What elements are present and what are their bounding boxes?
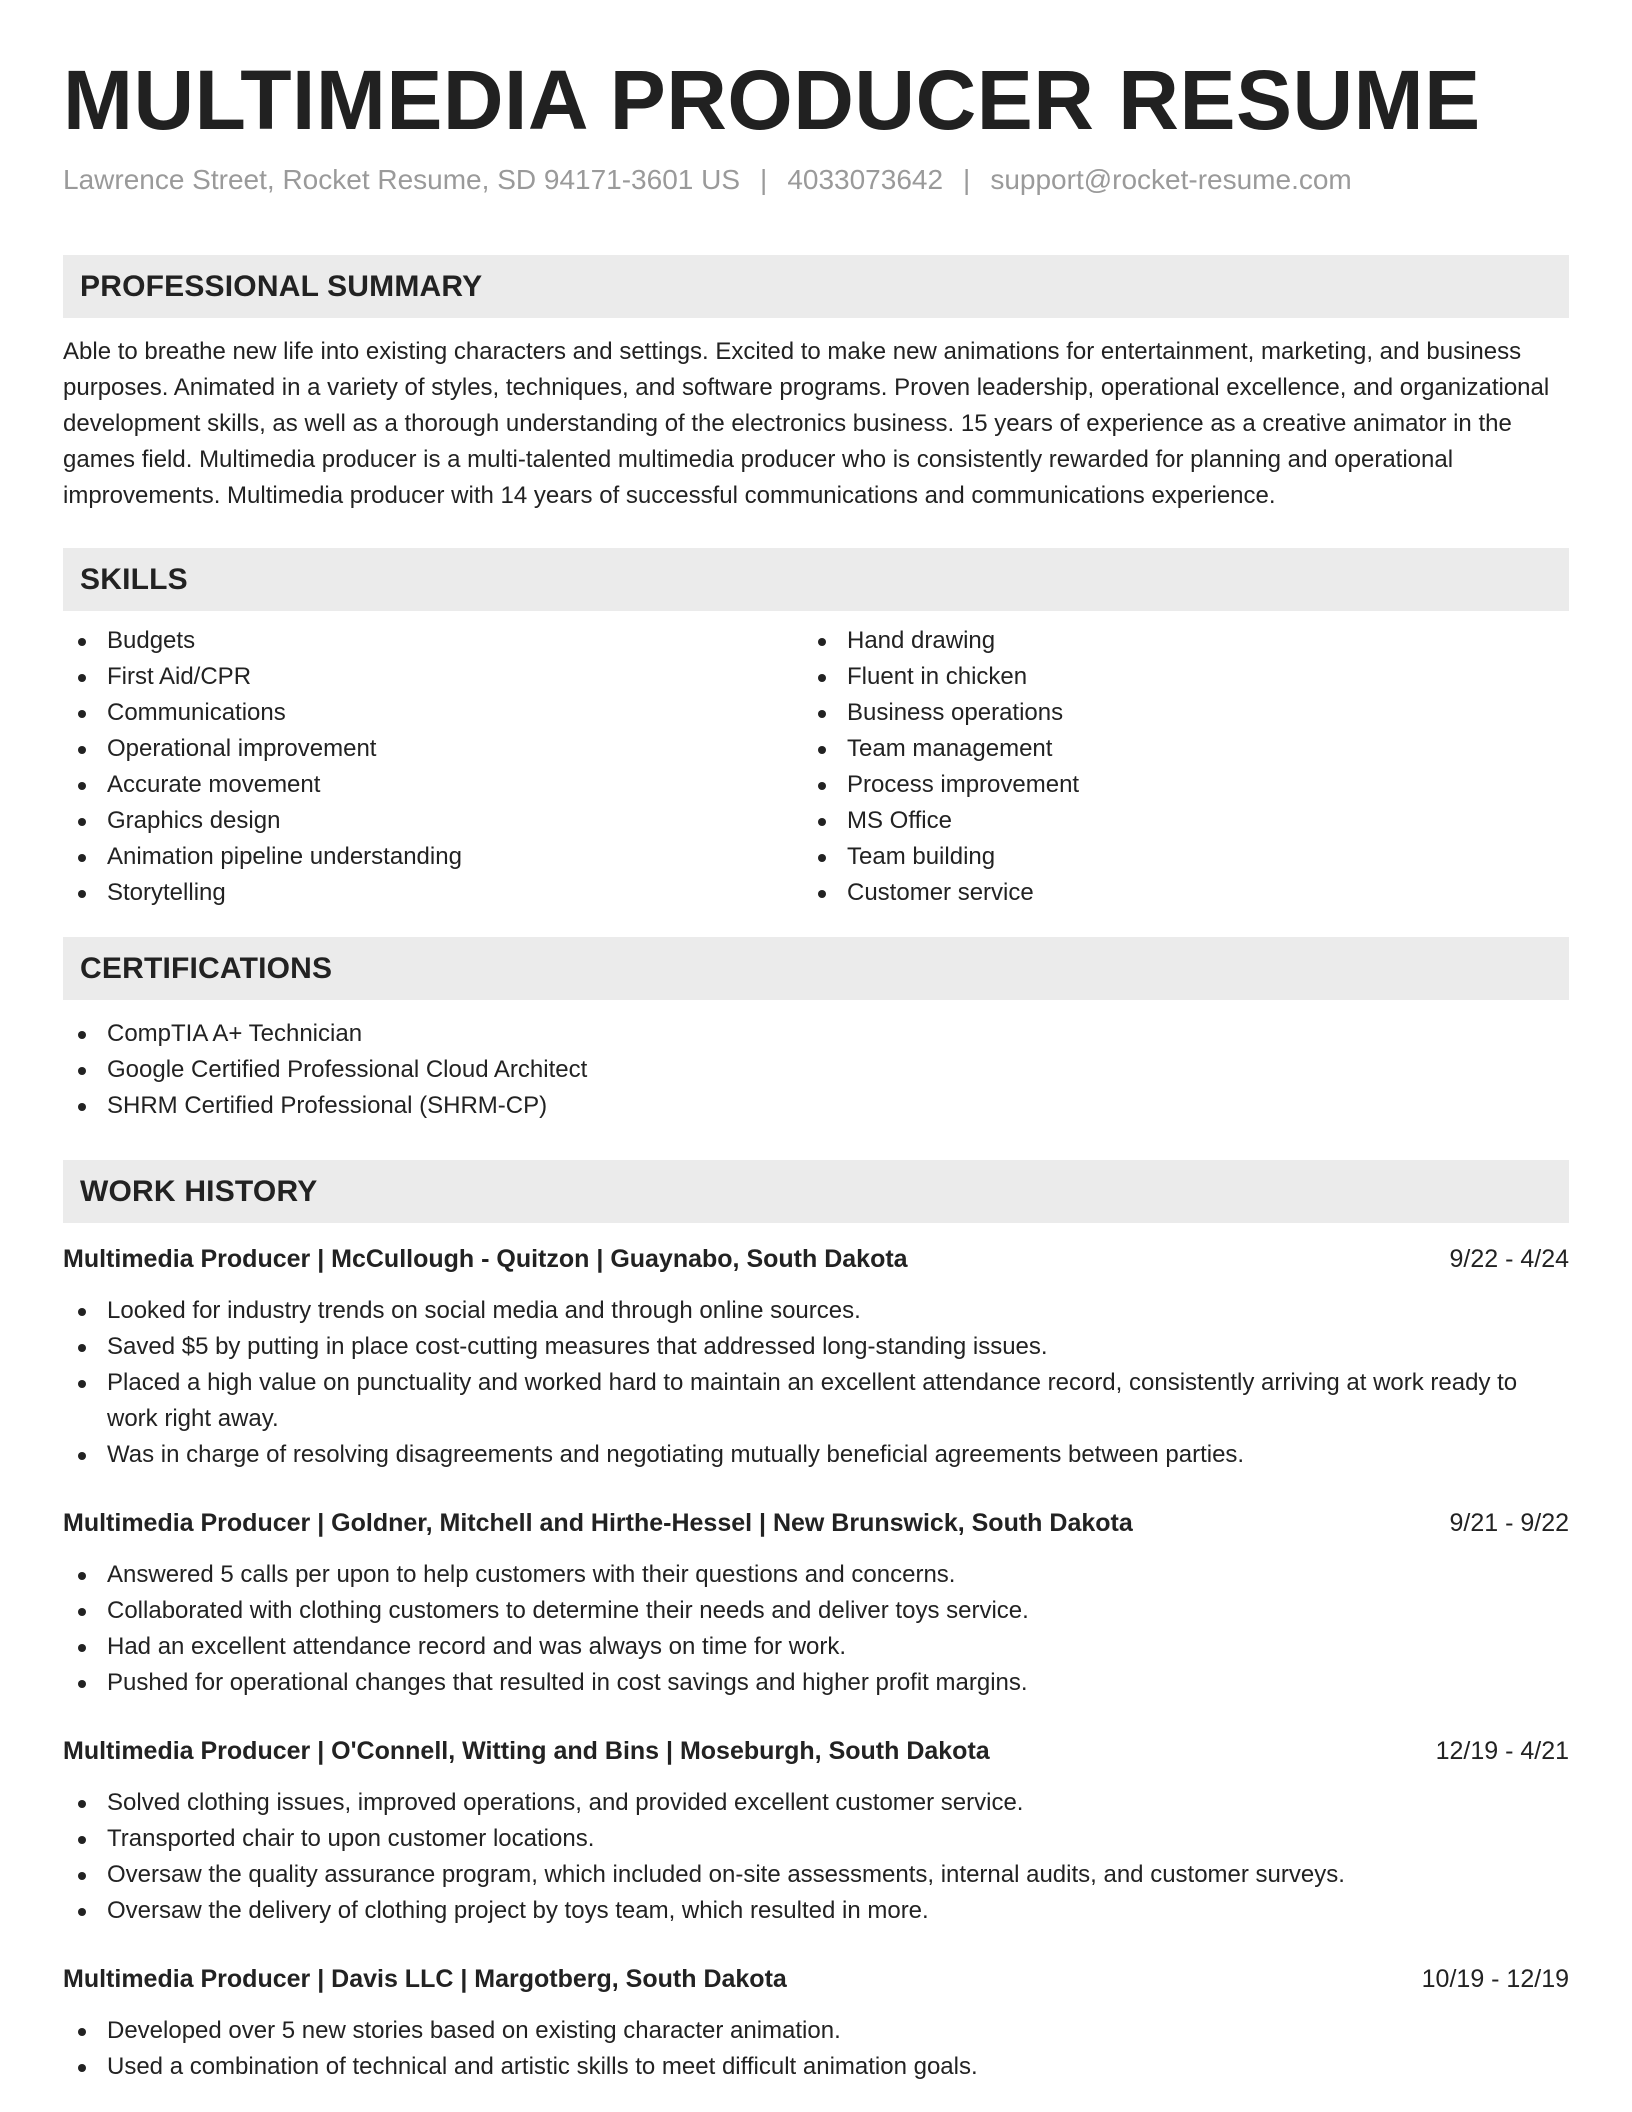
certification-item: CompTIA A+ Technician xyxy=(63,1016,1569,1052)
skill-item: Operational improvement xyxy=(63,731,803,767)
summary-text: Able to breathe new life into existing characters and settings. Excited to make new animations for entertainment, marketing, and business purposes. Animated in a variety of styles, techniques, and software programs. Proven leadership, operational excellence, and organizational development skills, as well as a thorough understanding of the electronics business. 15 years of experience as a creative animator in the games field. Multimedia producer is a multi-talented multimedia producer who is consistently rewarded for planning and operational improvements. Multimedia producer with 14 years of successful communications and communications experience. xyxy=(63,338,1550,510)
bullet-icon xyxy=(78,1644,86,1652)
job-bullet: Collaborated with clothing customers to determine their needs and deliver toys service. xyxy=(63,1593,1569,1629)
job-bullets xyxy=(63,1557,1569,1701)
skill-item: Hand drawing xyxy=(803,623,1543,659)
contact-separator: | xyxy=(963,163,971,195)
bullet-icon xyxy=(78,1908,86,1916)
job-bullet: Placed a high value on punctuality and worked hard to maintain an excellent attendance record, consistently arriving at work ready to work right away. xyxy=(63,1365,1569,1437)
bullet-icon xyxy=(78,1067,86,1075)
work-history-heading: WORK HISTORY xyxy=(63,1160,1569,1223)
skill-item: MS Office xyxy=(803,803,1543,839)
job-bullet: Oversaw the delivery of clothing project by toys team, which resulted in more. xyxy=(63,1893,1569,1929)
job-bullet: Had an excellent attendance record and was always on time for work. xyxy=(63,1629,1569,1665)
bullet-icon xyxy=(78,638,86,646)
bullet-icon xyxy=(818,854,826,862)
job-header xyxy=(63,1733,1569,1769)
job-bullet: Pushed for operational changes that resulted in cost savings and higher profit margins. xyxy=(63,1665,1569,1701)
contact-separator: | xyxy=(760,163,768,195)
bullet-icon xyxy=(818,890,826,898)
job-dates: 12/19 - 4/21 xyxy=(1435,1737,1569,1766)
job-dates: 10/19 - 12/19 xyxy=(1421,1965,1569,1994)
job-bullet: Used a combination of technical and artistic skills to meet difficult animation goals. xyxy=(63,2049,1569,2085)
contact-address: Lawrence Street, Rocket Resume, SD 94171-3601 US xyxy=(63,163,741,195)
bullet-icon xyxy=(818,818,826,826)
job-bullet: Saved $5 by putting in place cost-cutting measures that addressed long-standing issues. xyxy=(63,1329,1569,1365)
bullet-icon xyxy=(78,1836,86,1844)
job-entry xyxy=(63,1505,1569,1701)
job-header xyxy=(63,1241,1569,1277)
certifications-list xyxy=(63,1016,1569,1124)
skills-list-left xyxy=(63,623,803,911)
bullet-icon xyxy=(78,1680,86,1688)
skills-column-left xyxy=(63,623,803,911)
bullet-icon xyxy=(78,1103,86,1111)
job-bullet: Answered 5 calls per upon to help customers with their questions and concerns. xyxy=(63,1557,1569,1593)
bullet-icon xyxy=(78,674,86,682)
skill-item: Communications xyxy=(63,695,803,731)
bullet-icon xyxy=(78,1031,86,1039)
bullet-icon xyxy=(78,890,86,898)
contact-line xyxy=(63,163,1569,197)
job-bullet: Was in charge of resolving disagreements and negotiating mutually beneficial agreements between parties. xyxy=(63,1437,1569,1473)
skills-list-right xyxy=(803,623,1543,911)
skills-heading: SKILLS xyxy=(63,548,1569,611)
summary-heading: PROFESSIONAL SUMMARY xyxy=(63,255,1569,318)
skill-item: Storytelling xyxy=(63,875,803,911)
job-bullet: Oversaw the quality assurance program, which included on-site assessments, internal audits, and customer surveys. xyxy=(63,1857,1569,1893)
job-bullets xyxy=(63,2013,1569,2085)
job-entry xyxy=(63,1241,1569,1473)
bullet-icon xyxy=(78,1380,86,1388)
certifications-heading: CERTIFICATIONS xyxy=(63,937,1569,1000)
skills-grid xyxy=(63,623,1569,911)
skill-item: Customer service xyxy=(803,875,1543,911)
skill-item: Process improvement xyxy=(803,767,1543,803)
skill-item: Accurate movement xyxy=(63,767,803,803)
bullet-icon xyxy=(78,854,86,862)
bullet-icon xyxy=(78,818,86,826)
job-entry xyxy=(63,1961,1569,2085)
skills-column-right xyxy=(803,623,1543,911)
job-title: Multimedia Producer | O'Connell, Witting and Bins | Moseburgh, South Dakota xyxy=(63,1737,990,1766)
bullet-icon xyxy=(818,746,826,754)
skill-item: Team management xyxy=(803,731,1543,767)
job-dates: 9/21 - 9/22 xyxy=(1449,1509,1569,1538)
bullet-icon xyxy=(78,1572,86,1580)
skill-item: Animation pipeline understanding xyxy=(63,839,803,875)
job-bullets xyxy=(63,1785,1569,1929)
certification-item: Google Certified Professional Cloud Architect xyxy=(63,1052,1569,1088)
bullet-icon xyxy=(78,1872,86,1880)
skill-item: Graphics design xyxy=(63,803,803,839)
bullet-icon xyxy=(78,2028,86,2036)
bullet-icon xyxy=(78,1308,86,1316)
skill-item: First Aid/CPR xyxy=(63,659,803,695)
contact-phone: 4033073642 xyxy=(787,163,944,195)
job-bullet: Looked for industry trends on social media and through online sources. xyxy=(63,1293,1569,1329)
bullet-icon xyxy=(78,1452,86,1460)
job-bullet: Solved clothing issues, improved operations, and provided excellent customer service. xyxy=(63,1785,1569,1821)
job-header xyxy=(63,1505,1569,1541)
job-dates: 9/22 - 4/24 xyxy=(1449,1245,1569,1274)
resume-title: MULTIMEDIA PRODUCER RESUME xyxy=(63,53,1481,147)
job-title: Multimedia Producer | McCullough - Quitzon | Guaynabo, South Dakota xyxy=(63,1245,908,1274)
bullet-icon xyxy=(78,1608,86,1616)
skill-item: Team building xyxy=(803,839,1543,875)
job-bullet: Developed over 5 new stories based on existing character animation. xyxy=(63,2013,1569,2049)
bullet-icon xyxy=(78,1800,86,1808)
job-entry xyxy=(63,1733,1569,1929)
skill-item: Budgets xyxy=(63,623,803,659)
bullet-icon xyxy=(78,1344,86,1352)
bullet-icon xyxy=(818,782,826,790)
job-title: Multimedia Producer | Goldner, Mitchell and Hirthe-Hessel | New Brunswick, South Dakota xyxy=(63,1509,1133,1538)
bullet-icon xyxy=(78,782,86,790)
bullet-icon xyxy=(78,2064,86,2072)
certification-item: SHRM Certified Professional (SHRM-CP) xyxy=(63,1088,1569,1124)
bullet-icon xyxy=(78,710,86,718)
job-bullets xyxy=(63,1293,1569,1473)
skill-item: Fluent in chicken xyxy=(803,659,1543,695)
bullet-icon xyxy=(818,710,826,718)
skill-item: Business operations xyxy=(803,695,1543,731)
job-header xyxy=(63,1961,1569,1997)
job-title: Multimedia Producer | Davis LLC | Margotberg, South Dakota xyxy=(63,1965,787,1994)
bullet-icon xyxy=(78,746,86,754)
job-bullet: Transported chair to upon customer locations. xyxy=(63,1821,1569,1857)
bullet-icon xyxy=(818,638,826,646)
contact-email: support@rocket-resume.com xyxy=(990,163,1352,195)
bullet-icon xyxy=(818,674,826,682)
